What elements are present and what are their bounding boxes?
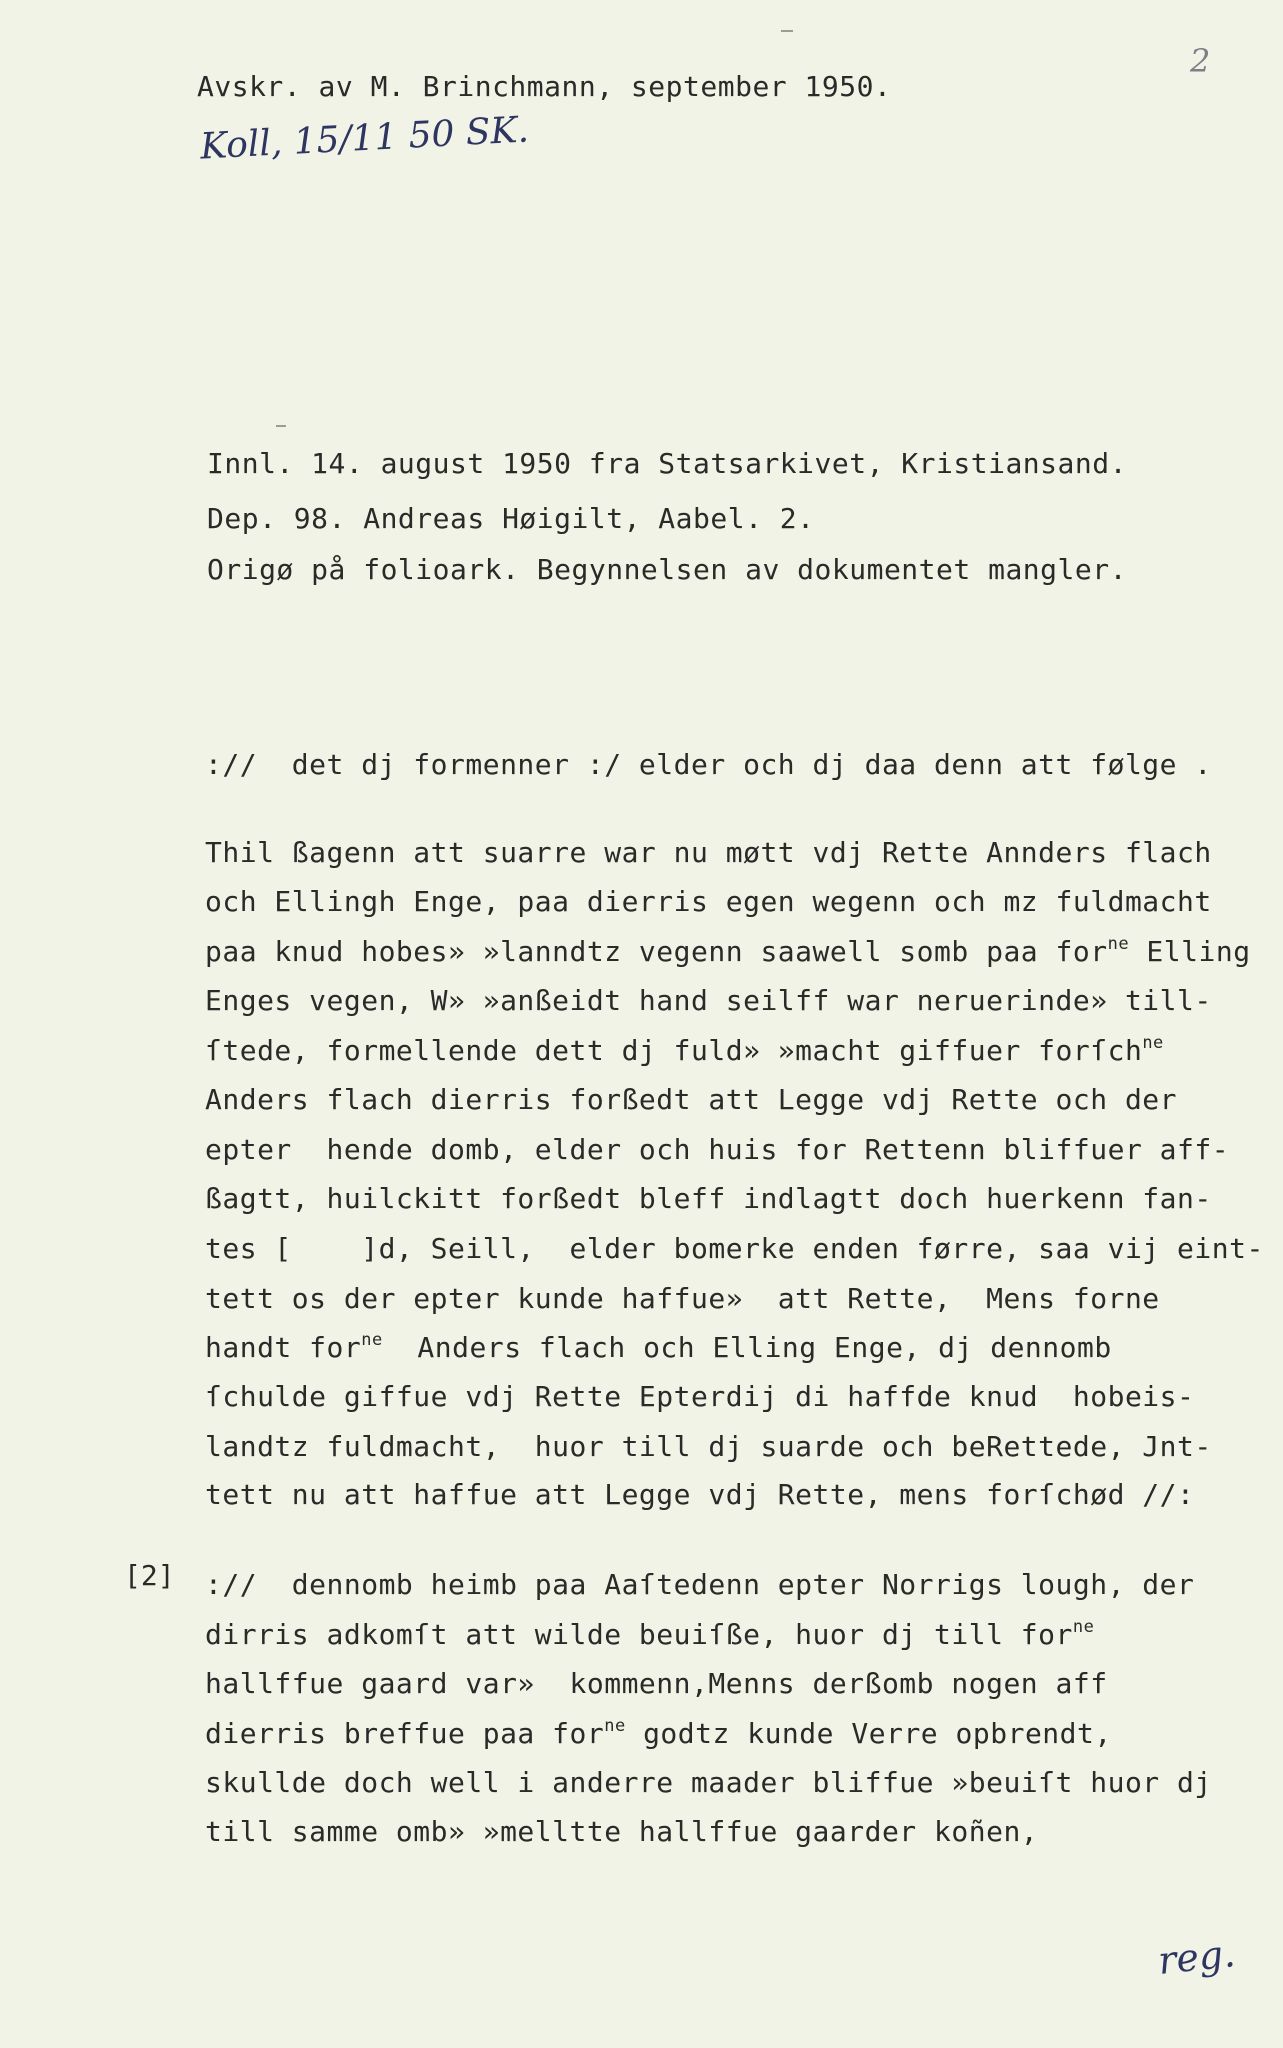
body-line	[205, 1033, 1164, 1067]
superscript-abbrev: ne	[361, 1330, 383, 1350]
body-line: tett nu att haffue att Legge vdj Rette, mens forſchød //:	[205, 1478, 1195, 1511]
superscript-abbrev: ne	[1072, 1617, 1095, 1637]
transcription-credit: Avskr. av M. Brinchmann, september 1950.	[197, 70, 892, 103]
line-text: ſtede, formellende dett dj fuld» »macht giffuer forſch	[205, 1034, 1143, 1067]
handwritten-verification: Koll, 15/11 50 SK.	[199, 109, 530, 168]
body-line: ßagtt, huilckitt forßedt bleff indlagtt doch huerkenn fan-	[205, 1182, 1212, 1215]
line-text: Anders flach och Elling Enge, dj dennomb	[382, 1331, 1112, 1364]
body-line: tes [ ]d, Seill, elder bomerke enden førre, saa vij eint-	[205, 1232, 1264, 1265]
body-line: Enges vegen, W» »anßeidt hand seilff war neruerinde» till-	[205, 984, 1212, 1017]
line-text: paa knud hobes» »lanndtz vegenn saawell somb paa for	[205, 935, 1108, 968]
body-line: skullde doch well i anderre maader bliffue »beuiſt huor dj	[205, 1766, 1212, 1799]
line-text: Elling	[1129, 935, 1251, 968]
line-text: godtz kunde Verre opbrendt,	[625, 1717, 1112, 1750]
line-text: handt for	[205, 1331, 362, 1364]
pencil-mark	[276, 425, 286, 427]
pencil-mark	[781, 30, 793, 32]
body-line: landtz fuldmacht, huor till dj suarde och beRettede, Jnt-	[205, 1430, 1212, 1463]
body-line: ſchulde giffue vdj Rette Epterdij di haffde knud hobeis-	[205, 1380, 1195, 1413]
body-line: :// dennomb heimb paa Aaſtedenn epter Norrigs lough, der	[205, 1568, 1195, 1601]
superscript-abbrev: ne	[604, 1716, 626, 1736]
body-line: Thil ßagenn att suarre war nu møtt vdj Rette Annders flach	[205, 836, 1212, 869]
superscript-abbrev: ne	[1107, 934, 1130, 954]
body-line: och Ellingh Enge, paa dierris egen wegenn och mz fuldmacht	[205, 885, 1212, 918]
source-line-received: Innl. 14. august 1950 fra Statsarkivet, Kristiansand.	[207, 447, 1127, 480]
line-text: dierris breffue paa for	[205, 1717, 605, 1750]
handwritten-reg-note: reg.	[1155, 1931, 1238, 1983]
opening-line: :// det dj formenner :/ elder och dj daa denn att følge .	[205, 748, 1212, 781]
superscript-abbrev: ne	[1142, 1033, 1164, 1053]
page-number: 2	[1190, 42, 1211, 80]
body-line: epter hende domb, elder och huis for Rettenn bliffuer aff-	[205, 1133, 1230, 1166]
body-line: hallffue gaard var» kommenn,Menns derßomb nogen aff	[205, 1667, 1108, 1700]
page-marker: [2]	[124, 1559, 175, 1592]
body-line	[205, 1617, 1094, 1651]
source-line-deposit: Dep. 98. Andreas Høigilt, Aabel. 2.	[207, 502, 815, 535]
line-text: dirris adkomſt att wilde beuiſße, huor dj till for	[205, 1618, 1073, 1651]
body-line: Anders flach dierris forßedt att Legge vdj Rette och der	[205, 1083, 1178, 1116]
body-line	[205, 934, 1251, 968]
body-line: till samme omb» »melltte hallffue gaarder koñen,	[205, 1815, 1039, 1848]
source-line-origin: Origø på folioark. Begynnelsen av dokumentet mangler.	[207, 553, 1127, 586]
body-line: tett os der epter kunde haffue» att Rette, Mens forne	[205, 1282, 1160, 1315]
body-line	[205, 1716, 1112, 1750]
body-line	[205, 1330, 1112, 1364]
